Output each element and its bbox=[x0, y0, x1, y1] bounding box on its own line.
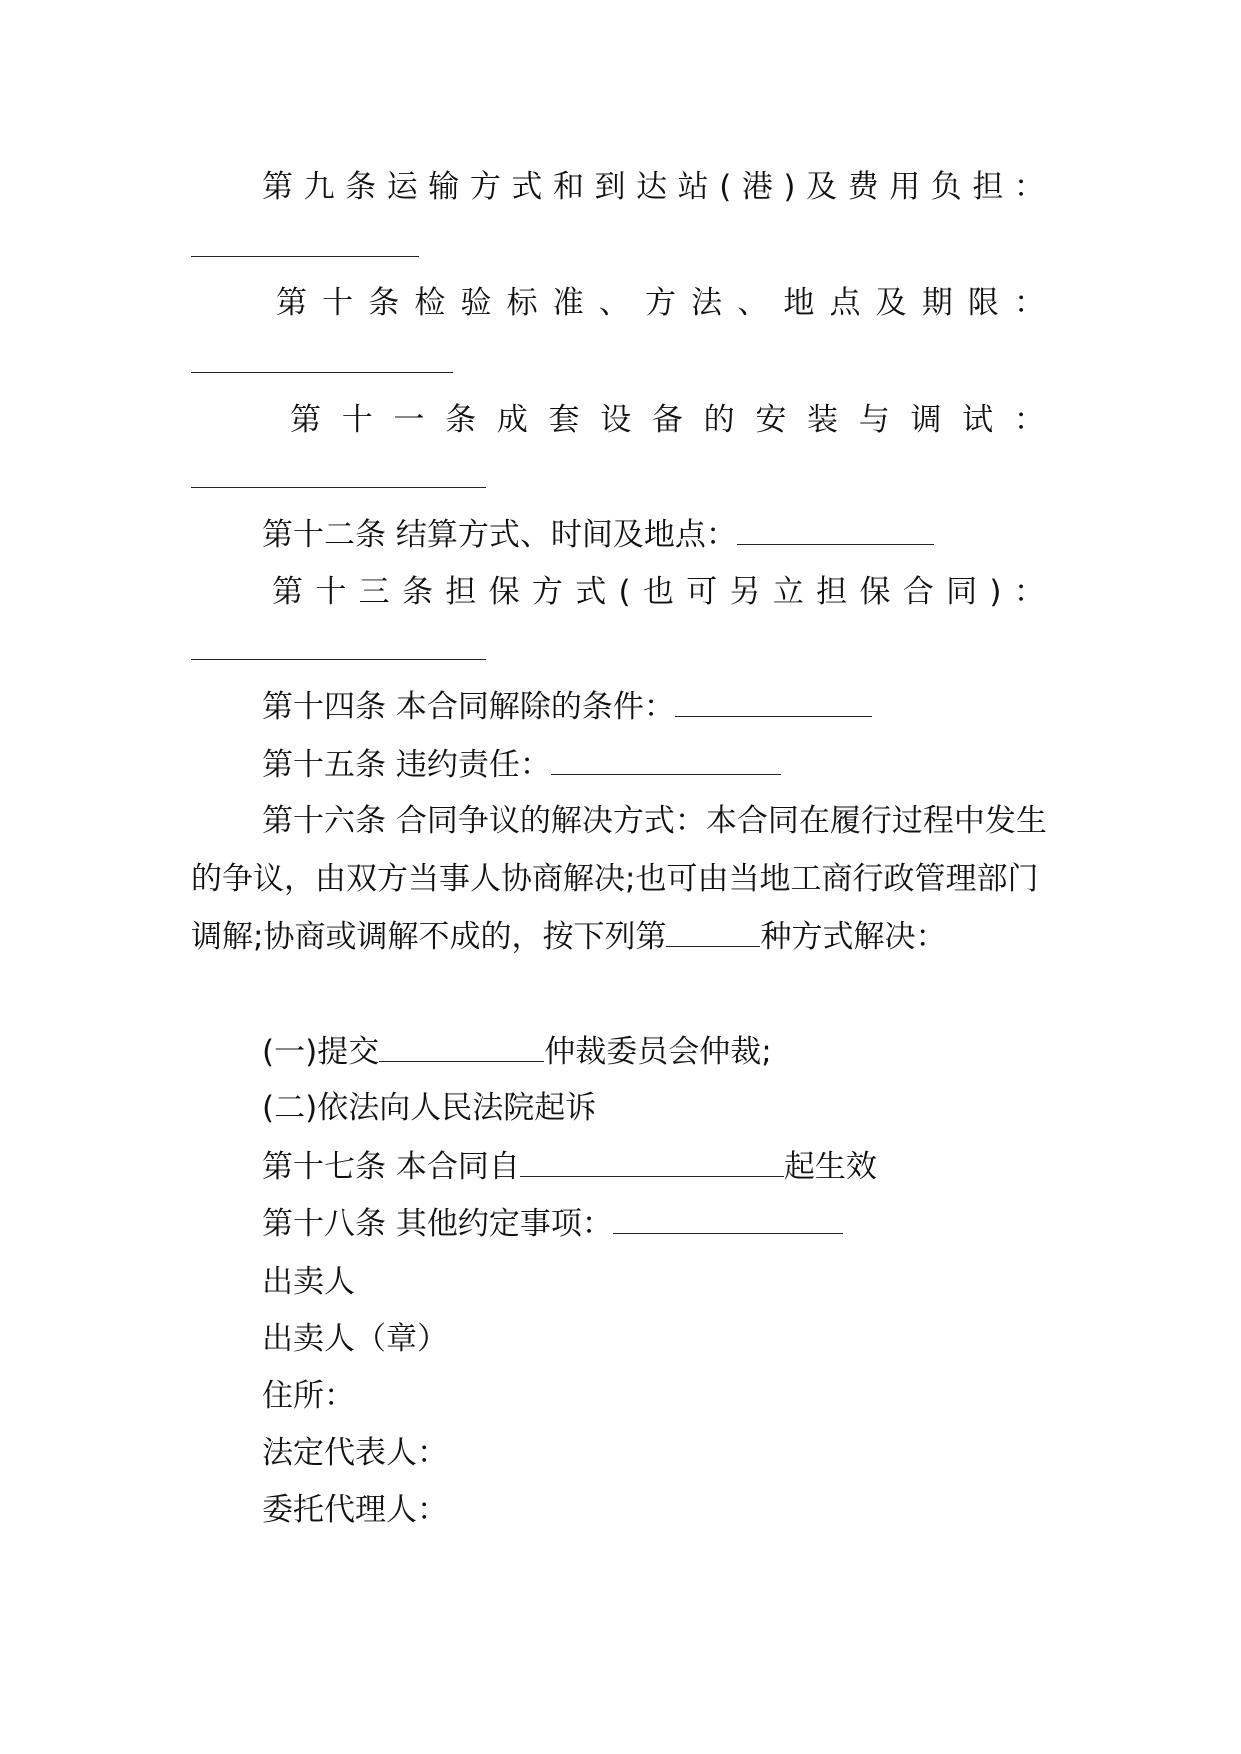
heading-char: 另 bbox=[729, 574, 761, 610]
heading-char: 合 bbox=[902, 574, 934, 610]
heading-char: 标 bbox=[506, 285, 538, 321]
option-1-blank bbox=[379, 1031, 544, 1062]
heading-char: 条 bbox=[401, 574, 433, 610]
heading-char: 安 bbox=[755, 402, 787, 438]
legal-rep-label: 法定代表人： bbox=[262, 1435, 448, 1471]
heading-char: 验 bbox=[460, 285, 492, 321]
heading-char: ： bbox=[1013, 574, 1045, 610]
heading-char: 法 bbox=[691, 285, 723, 321]
heading-char: 同 bbox=[946, 574, 978, 610]
heading-char: 方 bbox=[645, 285, 676, 321]
heading-char: 准 bbox=[552, 285, 584, 321]
heading-char: ： bbox=[1013, 169, 1045, 205]
heading-char: 运 bbox=[386, 169, 418, 205]
heading-char: 期 bbox=[921, 285, 953, 321]
heading-char: 港 bbox=[741, 169, 773, 205]
heading-char: 、 bbox=[737, 285, 769, 321]
article-15-blank bbox=[551, 744, 781, 775]
heading-char: 条 bbox=[368, 285, 400, 321]
heading-char: 方 bbox=[469, 169, 501, 205]
heading-char: 试 bbox=[962, 402, 994, 438]
heading-char: 可 bbox=[686, 574, 718, 610]
option-1 bbox=[262, 1031, 772, 1072]
article-18-text: 第十八条 其他约定事项： bbox=[262, 1206, 613, 1242]
option-1-text: (一)提交 bbox=[262, 1034, 380, 1070]
heading-char: 及 bbox=[875, 285, 907, 321]
heading-char: 第 bbox=[262, 169, 293, 205]
heading-char: 点 bbox=[829, 285, 861, 321]
heading-char: 的 bbox=[703, 402, 735, 438]
heading-char: 装 bbox=[807, 402, 839, 438]
heading-char: 成 bbox=[496, 402, 528, 438]
seller-seal-label: 出卖人（章） bbox=[262, 1321, 448, 1357]
heading-char: 担 bbox=[972, 169, 1004, 205]
article-15 bbox=[262, 744, 781, 785]
heading-char: 到 bbox=[594, 169, 626, 205]
heading-char: 保 bbox=[859, 574, 891, 610]
heading-char: 达 bbox=[636, 169, 668, 205]
heading-char: 设 bbox=[600, 402, 632, 438]
article-12 bbox=[262, 514, 934, 555]
heading-char: 十 bbox=[341, 402, 373, 438]
article-17-blank bbox=[520, 1146, 784, 1177]
seller-label: 出卖人 bbox=[262, 1264, 355, 1300]
heading-char: ) bbox=[989, 574, 1002, 610]
article-13 bbox=[272, 572, 1045, 612]
article-14 bbox=[262, 686, 872, 727]
heading-char: 三 bbox=[358, 574, 390, 610]
heading-char: 第 bbox=[276, 285, 307, 321]
article-9 bbox=[262, 167, 1045, 207]
address-label: 住所： bbox=[262, 1378, 355, 1414]
heading-char: ： bbox=[1013, 402, 1045, 438]
article-16-text: 第十六条 合同争议的解决方式：本合同在履行过程中发生的争议，由双方当事人协商解决;也可由当地工商行政管理部门调解;协商或调解不成的，按下列第 bbox=[191, 803, 1047, 955]
article-10-blank bbox=[191, 372, 453, 373]
article-17 bbox=[262, 1146, 877, 1187]
heading-char: 条 bbox=[445, 402, 477, 438]
heading-char: 、 bbox=[598, 285, 630, 321]
heading-char: 第 bbox=[290, 402, 321, 438]
heading-char: 负 bbox=[930, 169, 962, 205]
heading-char: 检 bbox=[414, 285, 446, 321]
article-14-blank bbox=[675, 686, 872, 717]
option-2 bbox=[262, 1088, 596, 1128]
heading-char: 限 bbox=[967, 285, 999, 321]
heading-char: 和 bbox=[552, 169, 584, 205]
heading-char: 备 bbox=[651, 402, 683, 438]
heading-char: ： bbox=[1014, 285, 1045, 321]
heading-char: 一 bbox=[393, 402, 425, 438]
heading-char: 也 bbox=[642, 574, 674, 610]
article-10 bbox=[276, 283, 1045, 323]
heading-char: 十 bbox=[322, 285, 354, 321]
article-18-blank bbox=[613, 1203, 843, 1234]
heading-char: 担 bbox=[445, 574, 477, 610]
heading-char: ( bbox=[719, 169, 732, 205]
heading-char: 地 bbox=[783, 285, 815, 321]
heading-char: 条 bbox=[345, 169, 377, 205]
heading-char: 担 bbox=[816, 574, 848, 610]
heading-char: 用 bbox=[889, 169, 921, 205]
heading-char: 十 bbox=[315, 574, 347, 610]
heading-char: 站 bbox=[677, 169, 709, 205]
heading-char: 与 bbox=[858, 402, 890, 438]
heading-char: ) bbox=[783, 169, 796, 205]
article-16-blank bbox=[666, 916, 760, 947]
article-13-blank bbox=[191, 659, 486, 660]
heading-char: 费 bbox=[847, 169, 879, 205]
heading-char: 式 bbox=[575, 574, 607, 610]
article-14-text: 第十四条 本合同解除的条件： bbox=[262, 689, 675, 725]
option-2-text: (二)依法向人民法院起诉 bbox=[262, 1090, 597, 1126]
article-11-blank bbox=[191, 487, 486, 488]
agent-label: 委托代理人： bbox=[262, 1492, 448, 1528]
article-12-text: 第十二条 结算方式、时间及地点： bbox=[262, 517, 737, 553]
article-18 bbox=[262, 1203, 843, 1244]
heading-char: 保 bbox=[488, 574, 520, 610]
heading-char: 九 bbox=[303, 169, 335, 205]
heading-char: 立 bbox=[772, 574, 804, 610]
article-17-text: 第十七条 本合同自 bbox=[262, 1149, 520, 1185]
heading-char: 输 bbox=[428, 169, 460, 205]
article-15-text: 第十五条 违约责任： bbox=[262, 747, 551, 783]
heading-char: 套 bbox=[548, 402, 580, 438]
heading-char: 方 bbox=[531, 574, 563, 610]
article-17-text-end: 起生效 bbox=[783, 1149, 877, 1185]
article-11 bbox=[290, 400, 1045, 440]
heading-char: 式 bbox=[511, 169, 543, 205]
heading-char: 调 bbox=[910, 402, 942, 438]
heading-char: 第 bbox=[272, 574, 303, 610]
article-9-blank bbox=[191, 256, 419, 257]
option-1-text-end: 仲裁委员会仲裁; bbox=[544, 1034, 772, 1070]
article-12-blank bbox=[737, 514, 934, 545]
heading-char: 及 bbox=[806, 169, 838, 205]
article-16-text-end: 种方式解决： bbox=[760, 919, 947, 955]
heading-char: ( bbox=[618, 574, 631, 610]
article-16 bbox=[191, 792, 1051, 966]
